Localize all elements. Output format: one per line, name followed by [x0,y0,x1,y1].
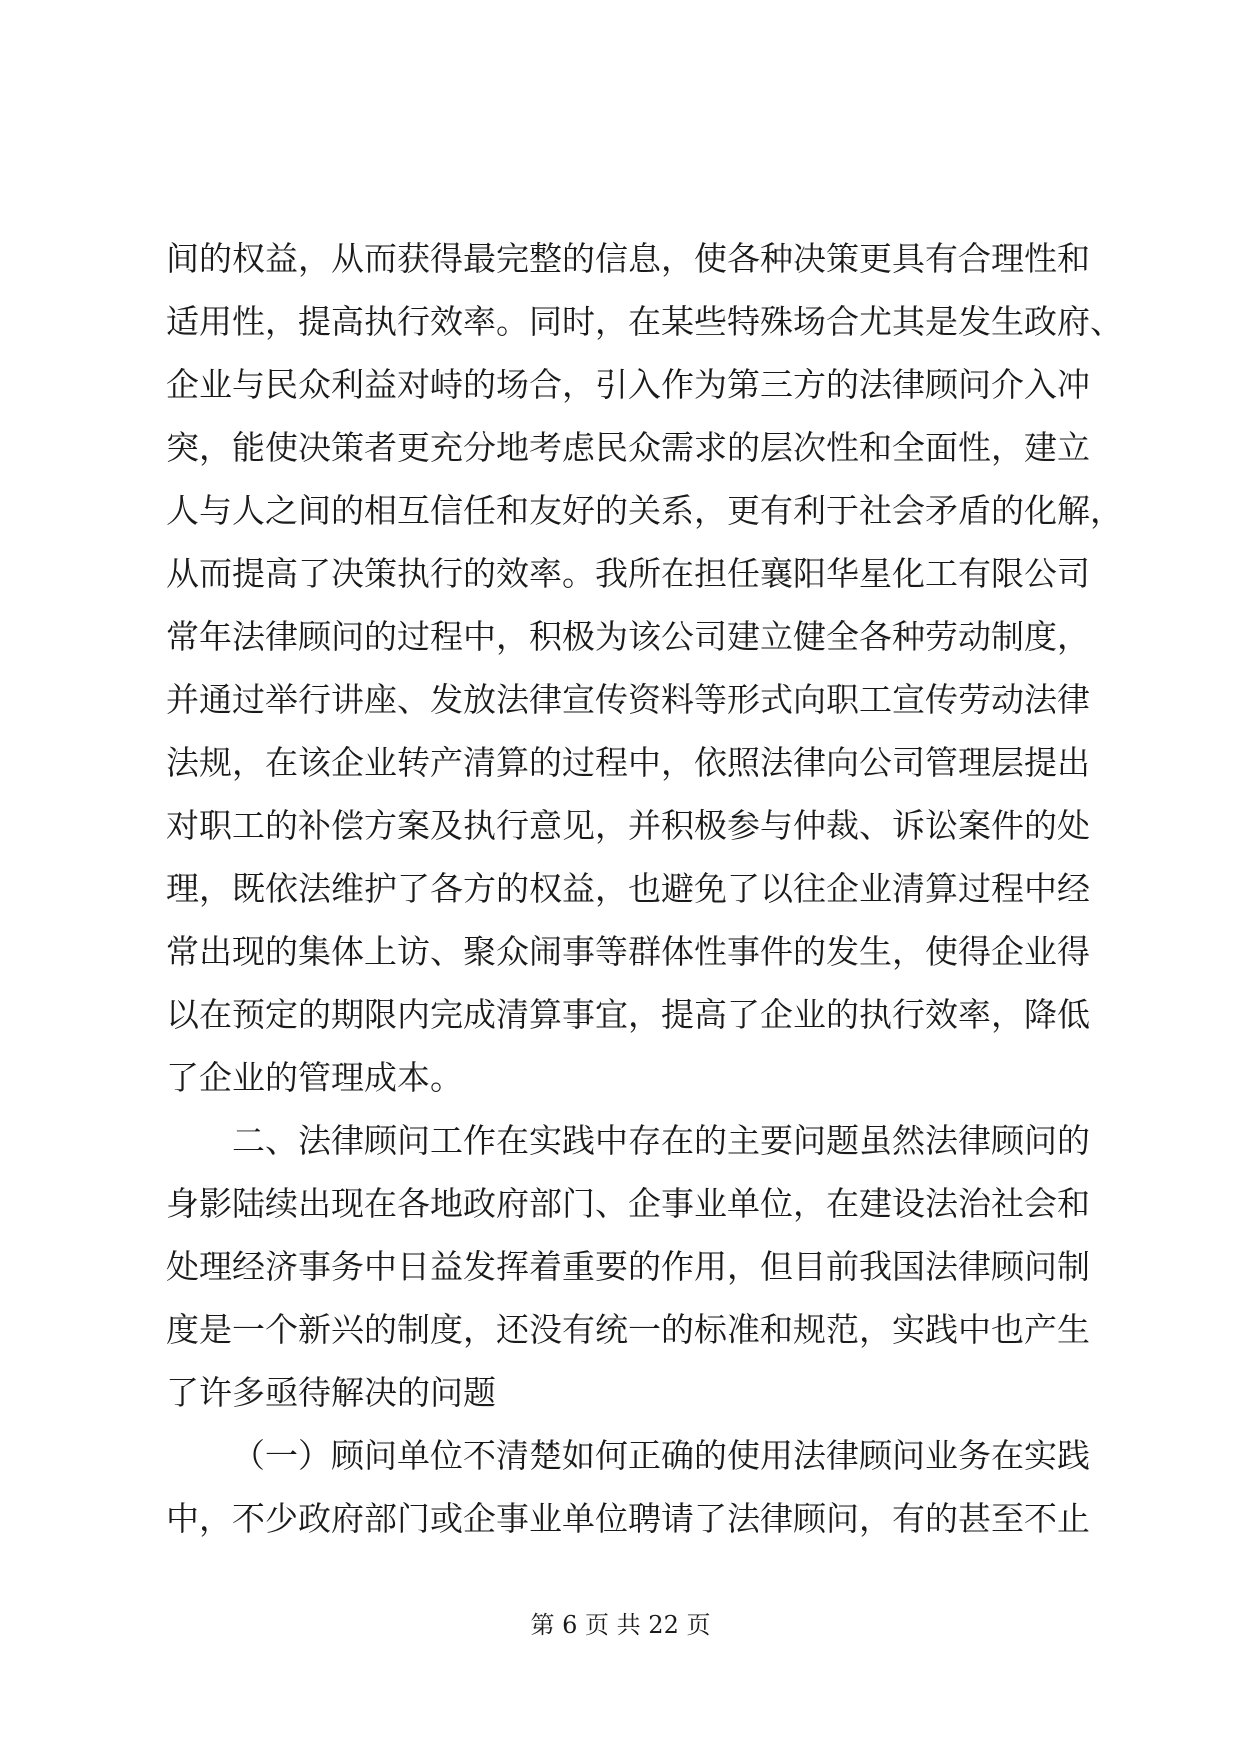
text-line: 适用性，提高执行效率。同时，在某些特殊场合尤其是发生政府、 [166,302,1123,341]
text-line: 常出现的集体上访、聚众闹事等群体性事件的发生，使得企业得 [166,932,1090,971]
text-line: 了企业的管理成本。 [166,1058,463,1097]
text-line: 法规，在该企业转产清算的过程中，依照法律向公司管理层提出 [166,743,1090,782]
text-line: 常年法律顾问的过程中，积极为该公司建立健全各种劳动制度， [166,617,1090,656]
text-line: 了许多亟待解决的问题 [166,1373,496,1412]
text-line: 度是一个新兴的制度，还没有统一的标准和规范，实践中也产生 [166,1310,1090,1349]
paragraph-1 [166,227,1123,1109]
page-number-footer: 第 6 页 共 22 页 [530,1611,711,1639]
text-line: 人与人之间的相互信任和友好的关系，更有利于社会矛盾的化解， [166,491,1123,530]
text-line: 突，能使决策者更充分地考虑民众需求的层次性和全面性，建立 [166,428,1090,467]
text-line: 从而提高了决策执行的效率。我所在担任襄阳华星化工有限公司 [166,554,1090,593]
text-line: （一）顾问单位不清楚如何正确的使用法律顾问业务在实践 [232,1436,1090,1475]
paragraph-2 [166,1109,1090,1424]
text-line: 处理经济事务中日益发挥着重要的作用，但目前我国法律顾问制 [166,1247,1090,1286]
text-line: 中，不少政府部门或企事业单位聘请了法律顾问，有的甚至不止 [166,1499,1090,1538]
body-text [166,227,1123,1550]
text-line: 对职工的补偿方案及执行意见，并积极参与仲裁、诉讼案件的处 [166,806,1090,845]
text-line: 二、法律顾问工作在实践中存在的主要问题虽然法律顾问的 [232,1121,1090,1160]
text-line: 并通过举行讲座、发放法律宣传资料等形式向职工宣传劳动法律 [166,680,1090,719]
paragraph-3 [166,1424,1090,1550]
text-line: 身影陆续出现在各地政府部门、企事业单位，在建设法治社会和 [166,1184,1090,1223]
text-line: 以在预定的期限内完成清算事宜，提高了企业的执行效率，降低 [166,995,1090,1034]
text-line: 间的权益，从而获得最完整的信息，使各种决策更具有合理性和 [166,239,1090,278]
text-line: 企业与民众利益对峙的场合，引入作为第三方的法律顾问介入冲 [166,365,1090,404]
text-line: 理，既依法维护了各方的权益，也避免了以往企业清算过程中经 [166,869,1090,908]
